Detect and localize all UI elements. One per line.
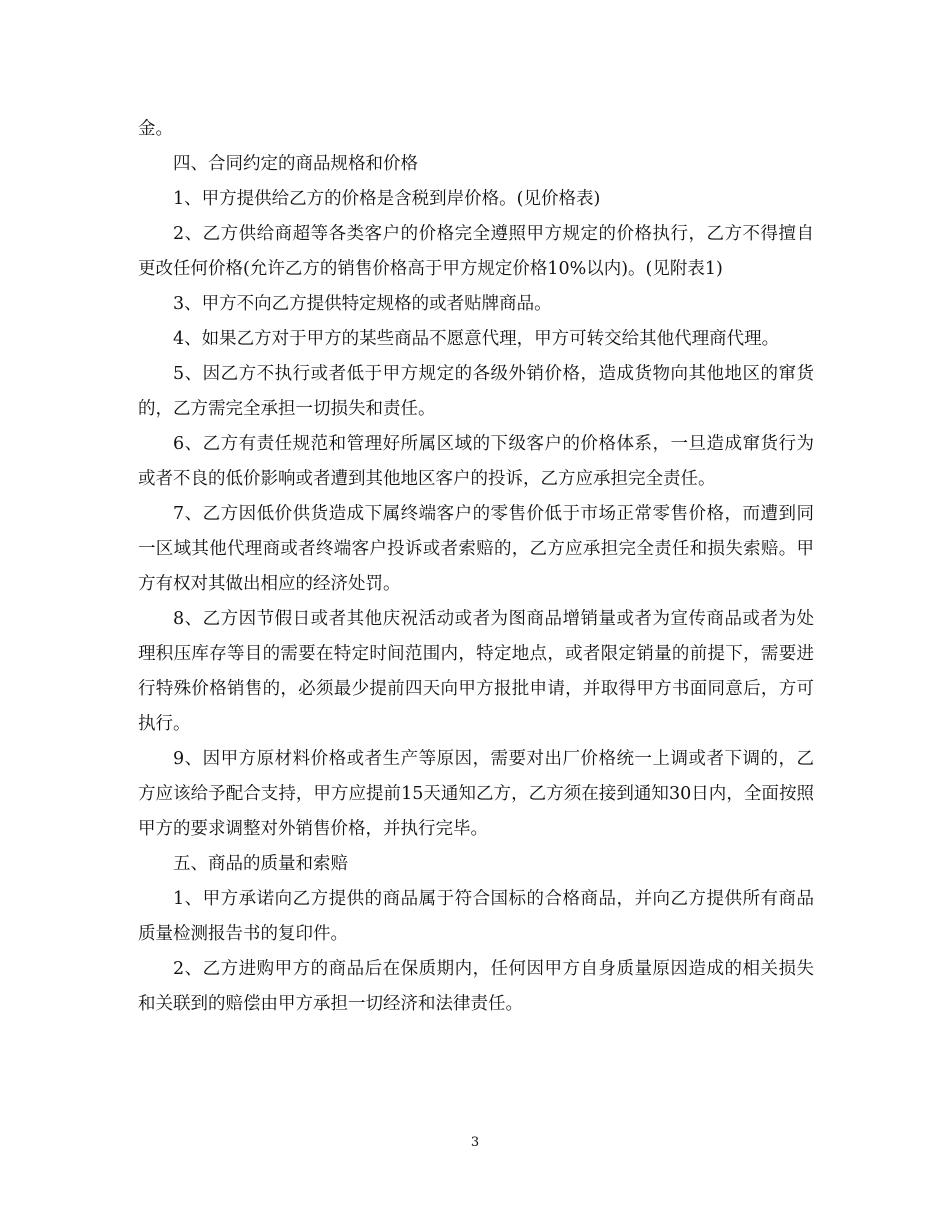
clause-4-7: 7、乙方因低价供货造成下属终端客户的零售价低于市场正常零售价格，而遭到同一区域其他代理商或者终端客户投诉或者索赔的，乙方应承担完全责任和损失索赔。甲方有权对其做出相应的经济处罚。 xyxy=(138,504,814,594)
clause-4-9: 9、因甲方原材料价格或者生产等原因，需要对出厂价格统一上调或者下调的，乙方应该给予配合支持，甲方应提前15天通知乙方，乙方须在接到通知30日内，全面按照甲方的要求调整对外销售价格，并执行完毕。 xyxy=(138,749,814,839)
paragraph-continuation: 金。 xyxy=(138,119,173,139)
document-body xyxy=(138,112,814,1022)
section-heading-4: 四、合同约定的商品规格和价格 xyxy=(173,154,418,174)
clause-4-4: 4、如果乙方对于甲方的某些商品不愿意代理，甲方可转交给其他代理商代理。 xyxy=(173,329,780,349)
clause-4-2: 2、乙方供给商超等各类客户的价格完全遵照甲方规定的价格执行，乙方不得擅自更改任何价格(允许乙方的销售价格高于甲方规定价格10%以内)。(见附表1) xyxy=(138,224,814,279)
section-heading-5: 五、商品的质量和索赔 xyxy=(173,854,348,874)
clause-4-5: 5、因乙方不执行或者低于甲方规定的各级外销价格，造成货物向其他地区的窜货的，乙方需完全承担一切损失和责任。 xyxy=(138,364,814,419)
clause-5-2: 2、乙方进购甲方的商品后在保质期内，任何因甲方自身质量原因造成的相关损失和关联到的赔偿由甲方承担一切经济和法律责任。 xyxy=(138,959,814,1014)
page-number: 3 xyxy=(470,1135,480,1150)
clause-4-1: 1、甲方提供给乙方的价格是含税到岸价格。(见价格表) xyxy=(173,189,601,209)
clause-5-1: 1、甲方承诺向乙方提供的商品属于符合国标的合格商品，并向乙方提供所有商品质量检测报告书的复印件。 xyxy=(138,889,814,944)
clause-4-8: 8、乙方因节假日或者其他庆祝活动或者为图商品增销量或者为宣传商品或者为处理积压库存等目的需要在特定时间范围内，特定地点，或者限定销量的前提下，需要进行特殊价格销售的，必须最少提前四天向甲方报批申请，并取得甲方书面同意后，方可执行。 xyxy=(138,609,814,734)
clause-4-3: 3、甲方不向乙方提供特定规格的或者贴牌商品。 xyxy=(173,294,552,314)
clause-4-6: 6、乙方有责任规范和管理好所属区域的下级客户的价格体系，一旦造成窜货行为或者不良的低价影响或者遭到其他地区客户的投诉，乙方应承担完全责任。 xyxy=(138,434,814,489)
